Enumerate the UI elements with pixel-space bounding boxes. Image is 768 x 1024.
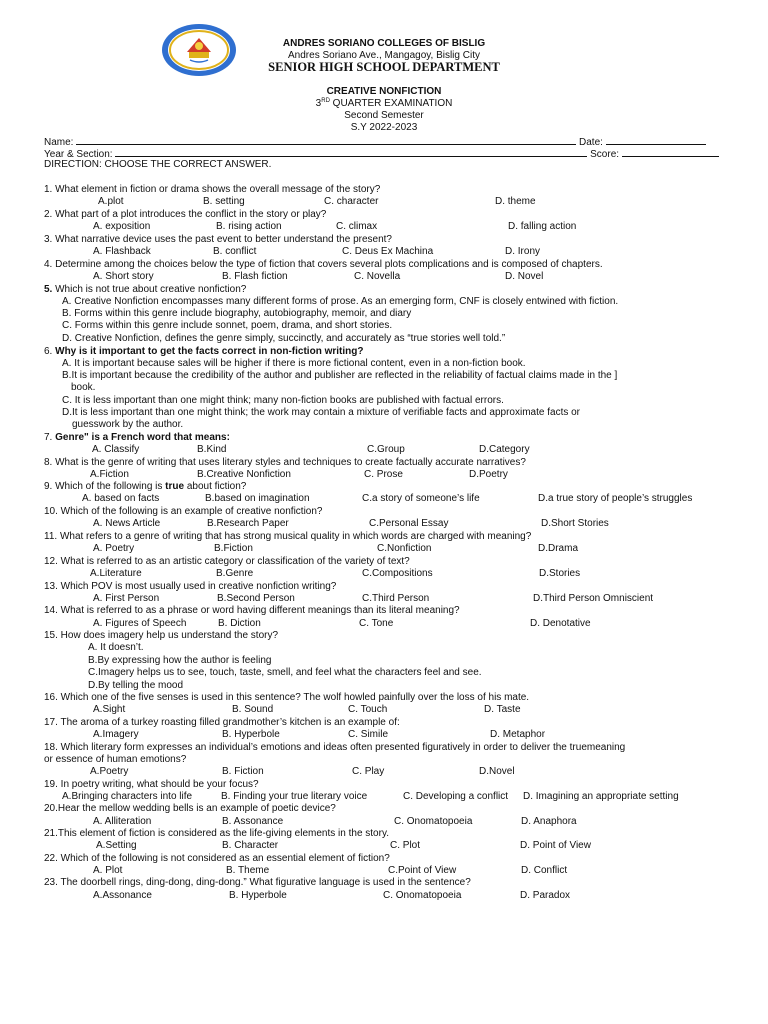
- q6-option-c[interactable]: C. It is less important than one might think; many non-fiction books are published with factual errors.: [62, 395, 504, 406]
- q1-option-b[interactable]: B. setting: [203, 196, 245, 207]
- question-11: 11. What refers to a genre of writing that has strong musical quality in which words are charged with meaning?: [44, 531, 532, 542]
- question-16: 16. Which one of the five senses is used in this sentence? The wolf howled painfully over the loss of his mate.: [44, 692, 530, 703]
- q4-option-d[interactable]: D. Novel: [505, 271, 544, 282]
- q13-option-c[interactable]: C.Third Person: [362, 593, 430, 604]
- q17-option-a[interactable]: A.Imagery: [93, 729, 139, 740]
- q10-option-d[interactable]: D.Short Stories: [541, 518, 609, 529]
- q5-option-a[interactable]: A. Creative Nonfiction encompasses many different forms of prose. As an emerging form, CNF is closely entwined with fiction.: [62, 296, 619, 307]
- q2-option-d[interactable]: D. falling action: [508, 221, 577, 232]
- q23-option-a[interactable]: A.Assonance: [93, 890, 152, 901]
- question-19: 19. In poetry writing, what should be your focus?: [44, 779, 259, 790]
- q6-option-a[interactable]: A. It is important because sales will be higher if there is more fictional content, even in a non-fiction book.: [62, 358, 526, 369]
- q12-option-d[interactable]: D.Stories: [539, 568, 581, 579]
- q12-option-a[interactable]: A.Literature: [90, 568, 142, 579]
- question-6: 6. Why is it important to get the facts correct in non-fiction writing?: [44, 346, 364, 357]
- q22-option-c[interactable]: C.Point of View: [388, 865, 457, 876]
- q16-option-b[interactable]: B. Sound: [232, 704, 274, 715]
- school-year-label: S.Y 2022-2023: [350, 122, 418, 133]
- score-field[interactable]: [622, 147, 719, 157]
- q8-option-d[interactable]: D.Poetry: [469, 469, 508, 480]
- question-22: 22. Which of the following is not considered as an essential element of fiction?: [44, 853, 390, 864]
- q15-option-c[interactable]: C.Imagery helps us to see, touch, taste, smell, and feel what the characters feel and see.: [88, 667, 482, 678]
- q19-option-d[interactable]: D. Imagining an appropriate setting: [523, 791, 679, 802]
- q2-option-a[interactable]: A. exposition: [93, 221, 151, 232]
- q8-option-a[interactable]: A.Fiction: [90, 469, 129, 480]
- q21-option-b[interactable]: B. Character: [222, 840, 279, 851]
- subject-title: CREATIVE NONFICTION: [326, 86, 442, 97]
- q18-option-d[interactable]: D.Novel: [479, 766, 515, 777]
- q9-option-b[interactable]: B.based on imagination: [205, 493, 310, 504]
- q11-option-b[interactable]: B.Fiction: [214, 543, 253, 554]
- q23-option-b[interactable]: B. Hyperbole: [229, 890, 287, 901]
- question-10: 10. Which of the following is an example of creative nonfiction?: [44, 506, 323, 517]
- q22-option-b[interactable]: B. Theme: [226, 865, 270, 876]
- q23-option-d[interactable]: D. Paradox: [520, 890, 571, 901]
- question-2: 2. What part of a plot introduces the conflict in the story or play?: [44, 209, 327, 220]
- q17-option-b[interactable]: B. Hyperbole: [222, 729, 280, 740]
- q3-option-d[interactable]: D. Irony: [505, 246, 541, 257]
- q21-option-c[interactable]: C. Plot: [390, 840, 421, 851]
- question-7: 7. Genre" is a French word that means:: [44, 432, 230, 443]
- q4-option-c[interactable]: C. Novella: [354, 271, 401, 282]
- question-8: 8. What is the genre of writing that uses literary styles and techniques to create factually accurate narratives?: [44, 457, 526, 468]
- q19-option-b[interactable]: B. Finding your true literary voice: [221, 791, 368, 802]
- q16-option-a[interactable]: A.Sight: [93, 704, 126, 715]
- q6-option-b[interactable]: B.It is important because the credibility of the author and publisher are reflected in the reliability of factual claims made in the ]: [62, 370, 618, 381]
- question-1: 1. What element in fiction or drama shows the overall message of the story?: [44, 184, 381, 195]
- q7-option-d[interactable]: D.Category: [479, 444, 530, 455]
- q4-option-a[interactable]: A. Short story: [93, 271, 154, 282]
- q7-option-b[interactable]: B.Kind: [197, 444, 227, 455]
- question-18: 18. Which literary form expresses an individual’s emotions and ideas often presented figuratively in order to deliver the truemeaning: [44, 742, 626, 753]
- q14-option-a[interactable]: A. Figures of Speech: [93, 618, 187, 629]
- q21-option-a[interactable]: A.Setting: [96, 840, 137, 851]
- q17-option-d[interactable]: D. Metaphor: [490, 729, 546, 740]
- q13-option-a[interactable]: A. First Person: [93, 593, 160, 604]
- question-13: 13. Which POV is most usually used in creative nonfiction writing?: [44, 581, 337, 592]
- q3-option-c[interactable]: C. Deus Ex Machina: [342, 246, 434, 257]
- question-23: 23. The doorbell rings, ding-dong, ding-dong.” What figurative language is used in the sentence?: [44, 877, 471, 888]
- q2-option-b[interactable]: B. rising action: [216, 221, 282, 232]
- q1-option-d[interactable]: D. theme: [495, 196, 536, 207]
- q11-option-d[interactable]: D.Drama: [538, 543, 579, 554]
- q3-option-a[interactable]: A. Flashback: [93, 246, 151, 257]
- q15-option-a[interactable]: A. It doesn’t.: [88, 642, 144, 653]
- q20-option-c[interactable]: C. Onomatopoeia: [394, 816, 473, 827]
- q14-option-c[interactable]: C. Tone: [359, 618, 394, 629]
- q8-option-b[interactable]: B.Creative Nonfiction: [197, 469, 291, 480]
- q12-option-b[interactable]: B.Genre: [216, 568, 254, 579]
- q20-option-b[interactable]: B. Assonance: [222, 816, 284, 827]
- date-label: Date:: [579, 137, 603, 148]
- q17-option-c[interactable]: C. Simile: [348, 729, 389, 740]
- section-field[interactable]: [115, 147, 587, 157]
- question-3: 3. What narrative device uses the past event to better understand the present?: [44, 234, 392, 245]
- q21-option-d[interactable]: D. Point of View: [520, 840, 591, 851]
- q22-option-a[interactable]: A. Plot: [93, 865, 123, 876]
- q5-option-d[interactable]: D. Creative Nonfiction, defines the genre simply, succinctly, and accurately as “true stories well told.”: [62, 333, 506, 344]
- school-name: ANDRES SORIANO COLLEGES OF BISLIG: [282, 38, 486, 49]
- q18-option-a[interactable]: A.Poetry: [90, 766, 129, 777]
- question-18-cont: or essence of human emotions?: [44, 754, 187, 765]
- q6-option-d[interactable]: D.It is less important than one might think; the work may contain a mixture of verifiable facts and approximate facts or: [62, 407, 581, 418]
- school-address: Andres Soriano Ave., Mangagoy, Bislig City: [288, 50, 480, 61]
- q8-option-c[interactable]: C. Prose: [364, 469, 403, 480]
- q13-option-d[interactable]: D.Third Person Omniscient: [533, 593, 654, 604]
- q3-option-b[interactable]: B. conflict: [213, 246, 257, 257]
- q10-option-b[interactable]: B.Research Paper: [207, 518, 289, 529]
- q10-option-c[interactable]: C.Personal Essay: [369, 518, 449, 529]
- q10-option-a[interactable]: A. News Article: [93, 518, 161, 529]
- q12-option-c[interactable]: C.Compositions: [362, 568, 433, 579]
- q19-option-c[interactable]: C. Developing a conflict: [403, 791, 509, 802]
- q1-option-a[interactable]: A.plot: [98, 196, 124, 207]
- q19-option-a[interactable]: A.Bringing characters into life: [62, 791, 193, 802]
- q2-option-c[interactable]: C. climax: [336, 221, 378, 232]
- q23-option-c[interactable]: C. Onomatopoeia: [383, 890, 462, 901]
- section-label: Year & Section:: [44, 149, 113, 160]
- direction-text: DIRECTION: CHOOSE THE CORRECT ANSWER.: [44, 159, 272, 170]
- question-17: 17. The aroma of a turkey roasting filled grandmother’s kitchen is an example of:: [44, 717, 400, 728]
- q20-option-a[interactable]: A. Alliteration: [93, 816, 152, 827]
- question-14: 14. What is referred to as a phrase or word having different meanings than its literal meaning?: [44, 605, 460, 616]
- q16-option-c[interactable]: C. Touch: [348, 704, 388, 715]
- q18-option-b[interactable]: B. Fiction: [222, 766, 264, 777]
- exam-title: 3RD QUARTER EXAMINATION: [315, 98, 453, 109]
- question-15: 15. How does imagery help us understand the story?: [44, 630, 279, 641]
- q14-option-b[interactable]: B. Diction: [218, 618, 261, 629]
- q1-option-c[interactable]: C. character: [324, 196, 379, 207]
- question-4: 4. Determine among the choices below the type of fiction that covers several plots complications and is composed of chapters.: [44, 259, 603, 270]
- q14-option-d[interactable]: D. Denotative: [530, 618, 591, 629]
- q9-option-c[interactable]: C.a story of someone’s life: [362, 493, 480, 504]
- q13-option-b[interactable]: B.Second Person: [217, 593, 295, 604]
- q11-option-a[interactable]: A. Poetry: [93, 543, 135, 554]
- q15-option-d[interactable]: D.By telling the mood: [88, 680, 184, 691]
- q7-option-c[interactable]: C.Group: [367, 444, 405, 455]
- question-5: 5. Which is not true about creative nonfiction?: [44, 284, 247, 295]
- score-label: Score:: [590, 149, 620, 160]
- q22-option-d[interactable]: D. Conflict: [521, 865, 568, 876]
- semester-label: Second Semester: [344, 110, 424, 121]
- q20-option-d[interactable]: D. Anaphora: [521, 816, 577, 827]
- q7-option-a[interactable]: A. Classify: [92, 444, 140, 455]
- name-field[interactable]: [76, 135, 576, 145]
- q6-option-b-cont: book.: [71, 382, 96, 393]
- question-20: 20.Hear the mellow wedding bells is an example of poetic device?: [44, 803, 336, 814]
- q11-option-c[interactable]: C.Nonfiction: [377, 543, 432, 554]
- question-9: 9. Which of the following is true about fiction?: [44, 481, 247, 492]
- q15-option-b[interactable]: B.By expressing how the author is feeling: [88, 655, 272, 666]
- q9-option-d[interactable]: D.a true story of people’s struggles: [538, 493, 693, 504]
- question-21: 21.This element of fiction is considered as the life-giving elements in the story.: [44, 828, 389, 839]
- q5-option-b[interactable]: B. Forms within this genre include biography, autobiography, memoir, and diary: [62, 308, 412, 319]
- q6-option-d-cont: guesswork by the author.: [72, 419, 184, 430]
- q5-option-c[interactable]: C. Forms within this genre include sonnet, poem, drama, and short stories.: [62, 320, 393, 331]
- q9-option-a[interactable]: A. based on facts: [82, 493, 160, 504]
- question-12: 12. What is referred to as an artistic category or classification of the variety of text?: [44, 556, 410, 567]
- department-name: SENIOR HIGH SCHOOL DEPARTMENT: [268, 60, 500, 74]
- q4-option-b[interactable]: B. Flash fiction: [222, 271, 288, 282]
- name-label: Name:: [44, 137, 74, 148]
- q16-option-d[interactable]: D. Taste: [484, 704, 521, 715]
- q18-option-c[interactable]: C. Play: [352, 766, 385, 777]
- date-field[interactable]: [606, 135, 706, 145]
